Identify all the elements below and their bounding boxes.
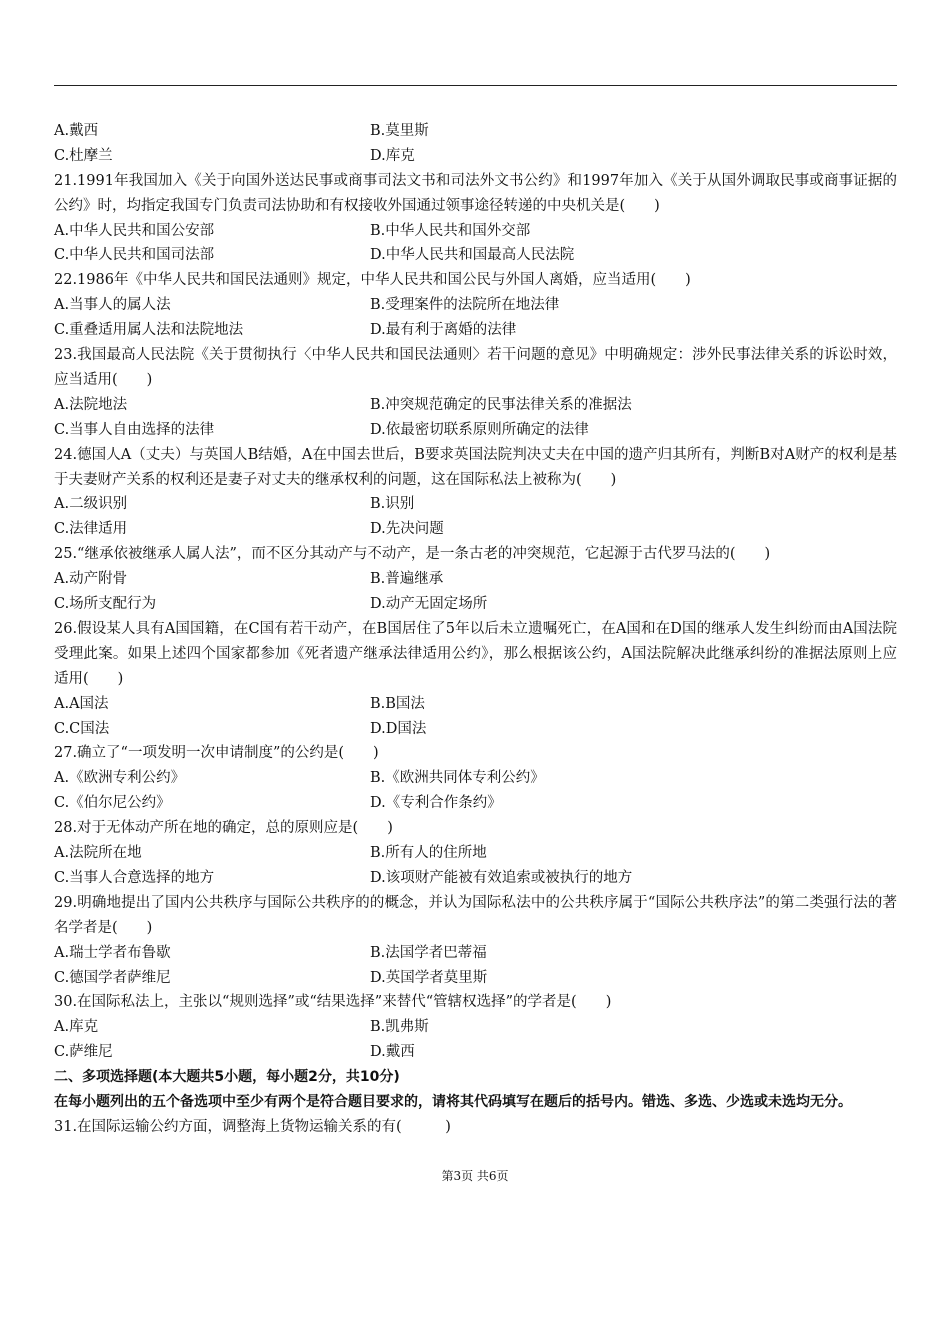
options-row — [54, 1040, 897, 1065]
options-row — [54, 318, 897, 343]
header-rule — [54, 85, 897, 86]
options-row — [54, 791, 897, 816]
option: C.萨维尼 — [54, 1044, 113, 1061]
question-text: 21.1991年我国加入《关于向国外送达民事或商事司法文书和司法外文书公约》和1997年加入《关于从国外调取民事或商事证据的公约》时，均指定我国专门负责司法协助和有权接收外国通过领事途径转递的中央机关是( ) — [54, 172, 897, 214]
option: B.《欧洲共同体专利公约》 — [370, 770, 545, 787]
question-block — [54, 990, 897, 1065]
option: B.普遍继承 — [370, 571, 444, 588]
options-row — [54, 941, 897, 966]
question-text: 27.确立了“一项发明一次申请制度”的公约是( ) — [54, 745, 379, 762]
options-row — [54, 567, 897, 592]
option: C.当事人合意选择的地方 — [54, 869, 215, 886]
question-block — [54, 617, 897, 742]
option: D.该项财产能被有效追索或被执行的地方 — [370, 869, 633, 886]
question-block — [54, 443, 897, 543]
options-row — [54, 119, 897, 144]
options-row — [54, 841, 897, 866]
option: A.中华人民共和国公安部 — [54, 222, 215, 239]
option: A.《欧洲专利公约》 — [54, 770, 186, 787]
option: C.重叠适用属人法和法院地法 — [54, 322, 244, 339]
option: C.法律适用 — [54, 521, 128, 538]
options-row — [54, 243, 897, 268]
option: A.戴西 — [54, 123, 99, 139]
question-block — [54, 741, 897, 816]
option: C.场所支配行为 — [54, 596, 157, 613]
option: C.当事人自由选择的法律 — [54, 421, 215, 438]
option: D.动产无固定场所 — [370, 596, 488, 613]
option: B.中华人民共和国外交部 — [370, 222, 531, 239]
option: C.中华人民共和国司法部 — [54, 247, 215, 264]
option: B.所有人的住所地 — [370, 845, 487, 862]
option: A.法院地法 — [54, 396, 128, 413]
question-block — [54, 268, 897, 343]
question-block — [54, 891, 897, 991]
option: B.识别 — [370, 496, 415, 513]
options-row — [54, 1015, 897, 1040]
option: B.受理案件的法院所在地法律 — [370, 297, 560, 314]
options-row — [54, 592, 897, 617]
option: D.英国学者莫里斯 — [370, 969, 488, 986]
question-block — [54, 542, 897, 617]
options-row — [54, 144, 897, 169]
option: D.中华人民共和国最高人民法院 — [370, 247, 575, 264]
question-text: 22.1986年《中华人民共和国民法通则》规定，中华人民共和国公民与外国人离婚，应当适用( ) — [54, 272, 691, 289]
options-row — [54, 966, 897, 991]
options-row — [54, 418, 897, 443]
option: D.D国法 — [370, 720, 427, 737]
options-row — [54, 517, 897, 542]
option: C.C国法 — [54, 720, 110, 737]
option: D.库克 — [370, 147, 415, 164]
question-text: 28.对于无体动产所在地的确定，总的原则应是( ) — [54, 820, 393, 837]
option: A.法院所在地 — [54, 845, 142, 862]
section-instruction: 在每小题列出的五个备选项中至少有两个是符合题目要求的，请将其代码填写在题后的括号内。错选、多选、少选或未选均无分。 — [54, 1093, 852, 1110]
question-text: 23.我国最高人民法院《关于贯彻执行〈中华人民共和国民法通则〉若干问题的意见》中明确规定：涉外民事法律关系的诉讼时效，应当适用( ) — [54, 347, 897, 388]
page-footer: 第3页 共6页 — [441, 1169, 509, 1183]
option: C.《伯尔尼公约》 — [54, 795, 171, 812]
options-row — [54, 293, 897, 318]
question-list — [54, 169, 897, 1065]
option: B.莫里斯 — [370, 123, 429, 139]
options-row — [54, 866, 897, 891]
question-text: 24.德国人A（丈夫）与英国人B结婚，A在中国去世后，B要求英国法院判决丈夫在中国的遗产归其所有，判断B对A财产的权利是基于夫妻财产关系的权利还是妻子对丈夫的继承权利的问题，这在国际私法上被称为( ) — [54, 446, 897, 488]
options-row — [54, 219, 897, 244]
option: D.先决问题 — [370, 521, 444, 538]
question-block — [54, 169, 897, 269]
page-content — [54, 119, 897, 1140]
options-row — [54, 393, 897, 418]
question-block — [54, 343, 897, 443]
option: C.德国学者萨维尼 — [54, 969, 171, 986]
question-text: 26.假设某人具有A国国籍，在C国有若干动产，在B国居住了5年以后未立遗嘱死亡，在A国和在D国的继承人发生纠纷而由A国法院受理此案。如果上述四个国家都参加《死者遗产继承法律适用公约》，那么根据该公约，A国法院解决此继承纠纷的准据法原则上应适用( ) — [54, 620, 897, 687]
option: B.法国学者巴蒂福 — [370, 944, 487, 961]
section-heading: 二、多项选择题(本大题共5小题，每小题2分，共10分) — [54, 1069, 400, 1086]
question-text: 29.明确地提出了国内公共秩序与国际公共秩序的的概念，并认为国际私法中的公共秩序属于“国际公共秩序法”的第二类强行法的著名学者是( ) — [54, 894, 897, 936]
question-text: 30.在国际私法上，主张以“规则选择”或“结果选择”来替代“管辖权选择”的学者是( ) — [54, 994, 612, 1011]
option: B.冲突规范确定的民事法律关系的准据法 — [370, 396, 632, 413]
option: B.B国法 — [370, 695, 425, 712]
options-row — [54, 492, 897, 517]
option: A.动产附骨 — [54, 571, 128, 588]
options-row — [54, 692, 897, 717]
option: A.瑞士学者布鲁歇 — [54, 944, 171, 961]
option: A.二级识别 — [54, 496, 128, 513]
option: B.凯弗斯 — [370, 1019, 429, 1036]
question-block — [54, 816, 897, 891]
option: A.库克 — [54, 1019, 99, 1036]
options-row — [54, 717, 897, 742]
option: D.戴西 — [370, 1044, 415, 1061]
option: C.杜摩兰 — [54, 147, 113, 164]
option: A.A国法 — [54, 695, 109, 712]
question-text: 31.在国际运输公约方面，调整海上货物运输关系的有( ) — [54, 1118, 451, 1135]
option: D.《专利合作条约》 — [370, 795, 502, 812]
option: D.最有利于离婚的法律 — [370, 322, 517, 339]
question-text: 25.“继承依被继承人属人法”，而不区分其动产与不动产，是一条古老的冲突规范，它起源于古代罗马法的( ) — [54, 546, 771, 563]
option: D.依最密切联系原则所确定的法律 — [370, 421, 589, 438]
options-row — [54, 766, 897, 791]
option: A.当事人的属人法 — [54, 297, 171, 314]
